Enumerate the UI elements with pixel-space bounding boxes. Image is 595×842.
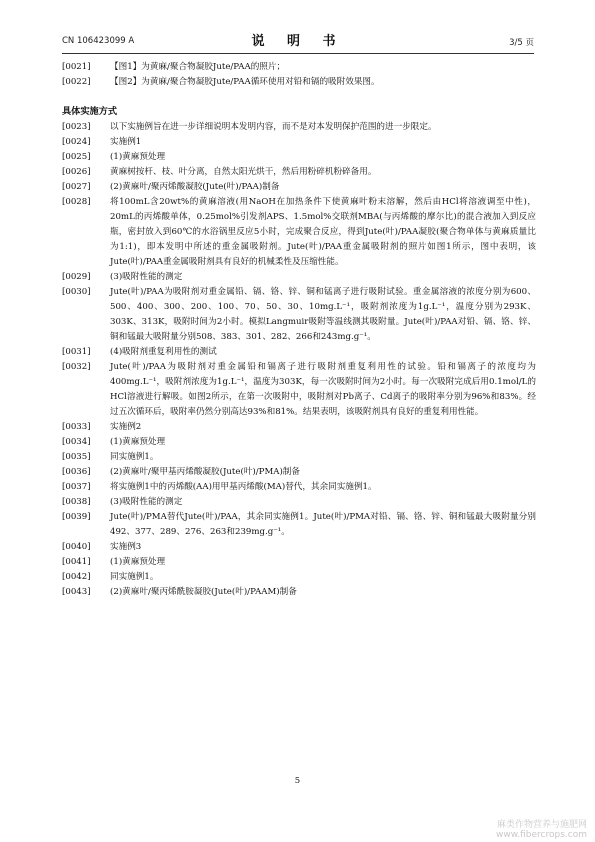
paragraph-number: [0042] [62, 572, 91, 582]
paragraph [62, 165, 536, 180]
paragraph-number: [0026] [62, 167, 91, 177]
header-divider [62, 53, 534, 54]
paragraph-number: [0041] [62, 557, 91, 567]
paragraph [62, 135, 536, 150]
paragraph [62, 420, 536, 435]
paragraph [62, 495, 536, 510]
paragraph-text: (4)吸附剂重复利用性的测试 [110, 347, 217, 357]
watermark-url: www.fibercrops.com [496, 830, 587, 840]
paragraph-text: 黄麻树按杆、枝、叶分离，自然太阳光烘干，然后用粉碎机粉碎备用。 [110, 167, 377, 177]
paragraph-text: (1)黄麻预处理 [110, 557, 166, 567]
paragraph-number: [0039] [62, 512, 91, 522]
paragraph [62, 60, 536, 75]
paragraph [62, 450, 536, 465]
paragraph-number: [0034] [62, 437, 91, 447]
paragraph [62, 150, 536, 165]
paragraph-text: Jute(叶)/PMA替代Jute(叶)/PAA，其余同实施例1。Jute(叶)/PMA对铅、镉、铬、锌、铜和锰最大吸附量分别492、377、289、276、263和239mg.g⁻¹。 [110, 512, 536, 537]
watermark-site-name: 麻类作物营养与施肥网 [496, 820, 587, 830]
paragraph-number: [0035] [62, 452, 91, 462]
paragraph-number: [0029] [62, 272, 91, 282]
paragraph-text: (1)黄麻预处理 [110, 152, 166, 162]
page-indicator: 3/5 页 [509, 38, 534, 48]
section-heading: 具体实施方式 [62, 106, 118, 117]
page-number: 5 [294, 776, 301, 786]
paragraph [62, 480, 536, 495]
paragraph-text: Jute(叶)/PAA为吸附剂对重金属铅、镉、铬、锌、铜和锰离子进行吸附试验。重金属溶液的浓度分别为600、500、400、300、200、100、70、50、30、10mg.L⁻¹，吸附剂浓度为1g.L⁻¹，温度分别为293K、303K、313K，吸附时间为2小时。模拟Langmuir吸附等温线测其吸附量。Jute(叶)/PAA对铅、镉、铬、锌、铜和锰最大吸附量分别508、383、301、282、266和243mg.g⁻¹。 [110, 287, 536, 342]
paragraph [62, 345, 536, 360]
paragraph [62, 360, 536, 420]
paragraph-text: 【图1】为黄麻/聚合物凝胶Jute/PAA的照片； [110, 62, 286, 72]
paragraph-text: (2)黄麻叶/聚甲基丙烯酸凝胶(Jute(叶)/PMA)制备 [110, 467, 300, 477]
paragraph-number: [0021] [62, 62, 91, 72]
paragraph-number: [0023] [62, 122, 91, 132]
paragraph-text: 【图2】为黄麻/聚合物凝胶Jute/PAA循环使用对铅和镉的吸附效果图。 [110, 77, 380, 87]
paragraph-text: 以下实施例旨在进一步详细说明本发明内容，而不是对本发明保护范围的进一步限定。 [110, 122, 437, 132]
paragraph-number: [0030] [62, 287, 91, 297]
paragraph [62, 570, 536, 585]
paragraph [62, 540, 536, 555]
paragraph-text: 实施例3 [110, 542, 142, 552]
paragraph-text: 同实施例1。 [110, 572, 159, 582]
paragraph [62, 585, 536, 600]
paragraph-number: [0027] [62, 182, 91, 192]
paragraph [62, 270, 536, 285]
paragraph-number: [0032] [62, 362, 91, 372]
paragraph-list [62, 120, 536, 600]
paragraph-text: 同实施例1。 [110, 452, 159, 462]
paragraph [62, 120, 536, 135]
paragraph [62, 435, 536, 450]
paragraph-text: 将实施例1中的丙烯酸(AA)用甲基丙烯酸(MA)替代，其余同实施例1。 [110, 482, 377, 492]
watermark [496, 820, 587, 840]
paragraph [62, 510, 536, 540]
paragraph-number: [0040] [62, 542, 91, 552]
document-title: 说 明 书 [251, 34, 345, 49]
publication-number: CN 106423099 A [62, 36, 135, 46]
paragraph-text: 实施例1 [110, 137, 142, 147]
paragraph [62, 285, 536, 345]
paragraph-number: [0036] [62, 467, 91, 477]
page-header [62, 30, 534, 50]
paragraph-text: (3)吸附性能的测定 [110, 272, 183, 282]
paragraph-text: (3)吸附性能的测定 [110, 497, 183, 507]
paragraph [62, 555, 536, 570]
paragraph-number: [0024] [62, 137, 91, 147]
paragraph-number: [0022] [62, 77, 91, 87]
paragraph-number: [0028] [62, 197, 91, 207]
paragraph [62, 75, 536, 90]
paragraph [62, 465, 536, 480]
paragraph-text: (2)黄麻叶/聚丙烯酰胺凝胶(Jute(叶)/PAAM)制备 [110, 587, 297, 597]
paragraph-text: (1)黄麻预处理 [110, 437, 166, 447]
paragraph-text: Jute(叶)/PAA为吸附剂对重金属铅和镉离子进行吸附剂重复利用性的试验。铅和镉离子的浓度均为400mg.L⁻¹，吸附剂浓度为1g.L⁻¹，温度为303K，每一次吸附时间为2小时。每一次吸附完成后用0.1mol/L的HCl溶液进行解吸。如图2所示，在第一次吸附中，吸附剂对Pb离子、Cd离子的吸附率分别为96%和83%。经过五次循环后，吸附率仍然分别高达93%和81%。结果表明，该吸附剂具有良好的重复利用性能。 [110, 362, 536, 417]
paragraph-number: [0038] [62, 497, 91, 507]
paragraph-text: 将100mL含20wt%的黄麻溶液(用NaOH在加热条件下使黄麻叶粉末溶解，然后由HCl将溶液调至中性)，20mL的丙烯酸单体，0.25mol%引发剂APS、1.5mol%交联剂MBA(与丙烯酸的摩尔比)的混合液加入到反应瓶，密封放入到60℃的水浴锅里反应5小时，完成聚合反应，得到Jute(叶)/PAA凝胶(聚合物单体与黄麻质量比为1:1)，即本发明中所述的重金属吸附剂。Jute(叶)/PAA重金属吸附剂的照片如图1所示，图中表明，该Jute(叶)/PAA重金属吸附剂具有良好的机械柔性及压缩性能。 [110, 197, 536, 267]
paragraph-number: [0025] [62, 152, 91, 162]
document-body [62, 60, 536, 600]
paragraph-number: [0037] [62, 482, 91, 492]
paragraph [62, 180, 536, 195]
paragraph-text: (2)黄麻叶/聚丙烯酸凝胶(Jute(叶)/PAA)制备 [110, 182, 280, 192]
paragraph-number: [0043] [62, 587, 91, 597]
paragraph [62, 195, 536, 270]
paragraph-number: [0033] [62, 422, 91, 432]
paragraph-text: 实施例2 [110, 422, 142, 432]
paragraph-number: [0031] [62, 347, 91, 357]
